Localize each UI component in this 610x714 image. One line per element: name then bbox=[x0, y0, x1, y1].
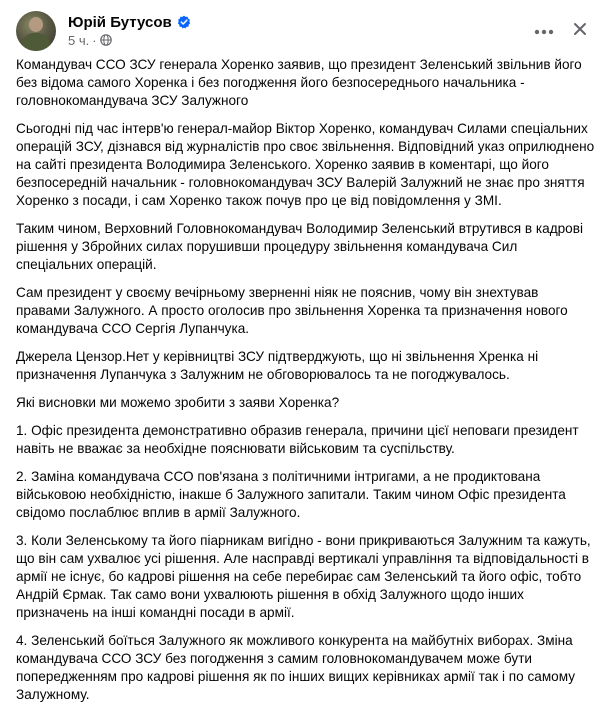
close-icon bbox=[573, 22, 587, 41]
author-name[interactable]: Юрій Бутусов bbox=[68, 13, 172, 31]
post-meta bbox=[68, 32, 112, 48]
post-paragraph: 2. Заміна командувача ССО пов'язана з політичними інтригами, а не продиктована військовою необхідністю, інакше б Залужного запитали. Таким чином Офіс президента свідомо послаблює вплив в армії Залужного. bbox=[16, 469, 566, 520]
post-paragraph: Таким чином, Верховний Головнокомандувач Володимир Зеленський втрутився в кадрові рішення у Збройних силах порушивши процедуру звільнення командувача Сил спеціальних операцій. bbox=[16, 221, 583, 272]
more-options-icon bbox=[534, 22, 554, 40]
post-time[interactable]: 5 ч. bbox=[68, 32, 90, 48]
verified-badge-icon bbox=[177, 15, 191, 29]
more-options-button[interactable] bbox=[528, 15, 560, 47]
post-paragraph: 3. Коли Зеленському та його піарникам вигідно - вони прикриваються Залужним та кажуть, що він сам ухвалює усі рішення. Але насправді вертикалі управління та відповідальності в армії не існує, бо кадрові рішення на себе перебирає сам Зеленський та його офіс, тобто Андрій Єрмак. Так само вони ухвалюють рішення в обхід Залужного щодо інших призначень на інші командні посади в армії. bbox=[16, 533, 591, 620]
post-paragraph: 4. Зеленський боїться Залужного як можливого конкурента на майбутніх виборах. Зміна командувача ССО ЗСУ без погодження з самим головнокомандувачем може бути попередженням про кадрові рішення як по інших вищих керівниках армії так і по самому Залужному. bbox=[16, 633, 576, 702]
meta-separator: · bbox=[92, 32, 97, 48]
close-button[interactable] bbox=[564, 15, 596, 47]
post-text bbox=[16, 56, 596, 714]
post-paragraph: 1. Офіс президента демонстративно образив генерала, причини цієї неповаги президент навіть не вважає за необхідне пояснювати військовим та суспільству. bbox=[16, 423, 579, 456]
post-paragraph: Які висновки ми можемо зробити з заяви Хоренка? bbox=[16, 395, 340, 410]
post-header bbox=[16, 11, 598, 51]
post-paragraph: Командувач ССО ЗСУ генерала Хоренко заявив, що президент Зеленський звільнив його без відома самого Хоренка і без погодження його безпосереднього начальника - головнокомандувача ЗСУ Залужного bbox=[16, 57, 582, 108]
avatar-head-shape bbox=[29, 17, 43, 32]
globe-icon[interactable] bbox=[100, 34, 112, 46]
author-avatar[interactable] bbox=[16, 11, 56, 51]
post-paragraph: Джерела Цензор.Нет у керівництві ЗСУ підтверджують, що ні звільнення Хренка ні призначення Лупанчука з Залужним не обговорювалось та не погоджувалось. bbox=[16, 349, 539, 382]
post-paragraph: Сьогодні під час інтерв'ю генерал-майор Віктор Хоренко, командувач Силами спеціальних операцій ЗСУ, дізнався від журналістів про своє звільнення. Відповідний указ оприлюднено на сайті президента Володимира Зеленського. Хоренко заявив в коментарі, що його безпосередній начальник - головнокомандувач ЗСУ Валерій Залужний не знає про зняття Хоренко з посади, і сам Хоренко також почув про це від повідомлення у ЗМІ. bbox=[16, 121, 595, 208]
avatar-body-shape bbox=[22, 33, 50, 51]
post-paragraph: Сам президент у своєму вечірньому зверненні ніяк не пояснив, чому він знехтував правами Залужного. А просто оголосив про звільнення Хоренка та призначення нового командувача ССО Сергія Лупанчука. bbox=[16, 285, 568, 336]
author-line bbox=[68, 13, 191, 31]
